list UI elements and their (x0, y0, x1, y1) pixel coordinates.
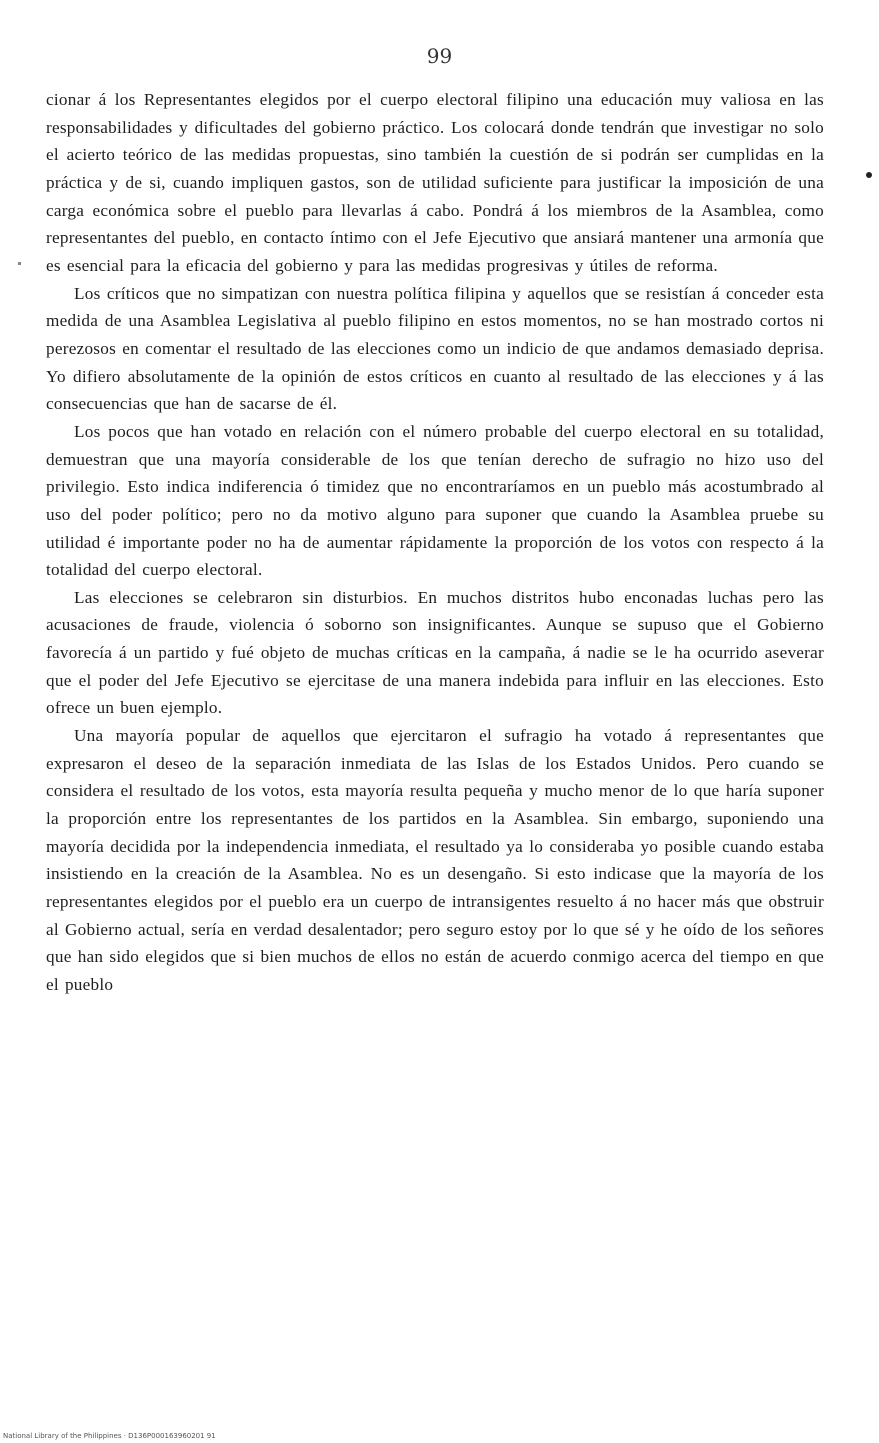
paragraph-majority: Una mayoría popular de aquellos que ejercitaron el sufragio ha votado á representantes que expresaron el deseo de la separación inmediata de las Islas de los Estados Unidos. Pero cuando se considera el resultado de los votos, esta mayoría resulta pequeña y mucho menor de lo que haría suponer la proporción entre los representantes de los partidos en la Asamblea. Sin embargo, suponiendo una mayoría decidida por la independencia inmediata, el resultado ya lo consideraba yo posible cuando estaba insistiendo en la creación de la Asamblea. No es un desengaño. Si esto indicase que la mayoría de los representantes elegidos por el pueblo era un cuerpo de intransigentes resuelto á no hacer más que obstruir al Gobierno actual, sería en verdad desalentador; pero seguro estoy por lo que sé y he oído de los señores que han sido elegidos que si bien muchos de ellos no están de acuerdo conmigo acerca del tiempo en que el pueblo (46, 726, 824, 994)
body-text (46, 86, 824, 999)
page-number: 99 (426, 44, 453, 68)
margin-mark (18, 262, 21, 265)
paragraph-elections: Las elecciones se celebraron sin disturbios. En muchos distritos hubo enconadas luchas pero las acusaciones de fraude, violencia ó soborno son insignificantes. Aunque se supuso que el Gobierno favorecía á un partido y fué objeto de muchas críticas en la campaña, á nadie se le ha ocurrido aseverar que el poder del Jefe Ejecutivo se ejercitase de una manera indebida para influir en las elecciones. Esto ofrece un buen ejemplo. (46, 587, 824, 718)
paragraph-critics: Los críticos que no simpatizan con nuestra política filipina y aquellos que se resistían á conceder esta medida de una Asamblea Legislativa al pueblo filipino en estos momentos, no se han mostrado cortos ni perezosos en comentar el resultado de las elecciones como un indicio de que andamos demasiado deprisa. Yo difiero absolutamente de la opinión de estos críticos en cuanto al resultado de las elecciones y á las consecuencias que han de sacarse de él. (46, 283, 824, 414)
paragraph-continued: cionar á los Representantes elegidos por el cuerpo electoral filipino una educación muy valiosa en las responsabilidades y dificultades del gobierno práctico. Los colocará donde tendrán que investigar no solo el acierto teórico de las medidas propuestas, sino también la cuestión de si podrán ser cumplidas en la práctica y de si, cuando impliquen gastos, son de utilidad suficiente para justificar la imposición de una carga económica sobre el pueblo para llevarlas á cabo. Pondrá á los miembros de la Asamblea, como representantes del pueblo, en contacto íntimo con el Jefe Ejecutivo que ansiará mantener una armonía que es esencial para la eficacia del gobierno y para las medidas progresivas y útiles de reforma. (46, 90, 824, 275)
paragraph-voters: Los pocos que han votado en relación con el número probable del cuerpo electoral en su totalidad, demuestran que una mayoría considerable de los que tenían derecho de sufragio no hizo uso del privilegio. Esto indica indiferencia ó timidez que no encontraríamos en un pueblo más acostumbrado al uso del poder político; pero no da motivo alguno para suponer que cuando la Asamblea pruebe su utilidad é importante poder no ha de aumentar rápidamente la proporción de los votos con respecto á la totalidad del cuerpo electoral. (46, 421, 824, 580)
scan-footer: National Library of the Philippines · D136P000163960201 91 (3, 1432, 216, 1440)
ink-dot-mark (866, 172, 872, 178)
